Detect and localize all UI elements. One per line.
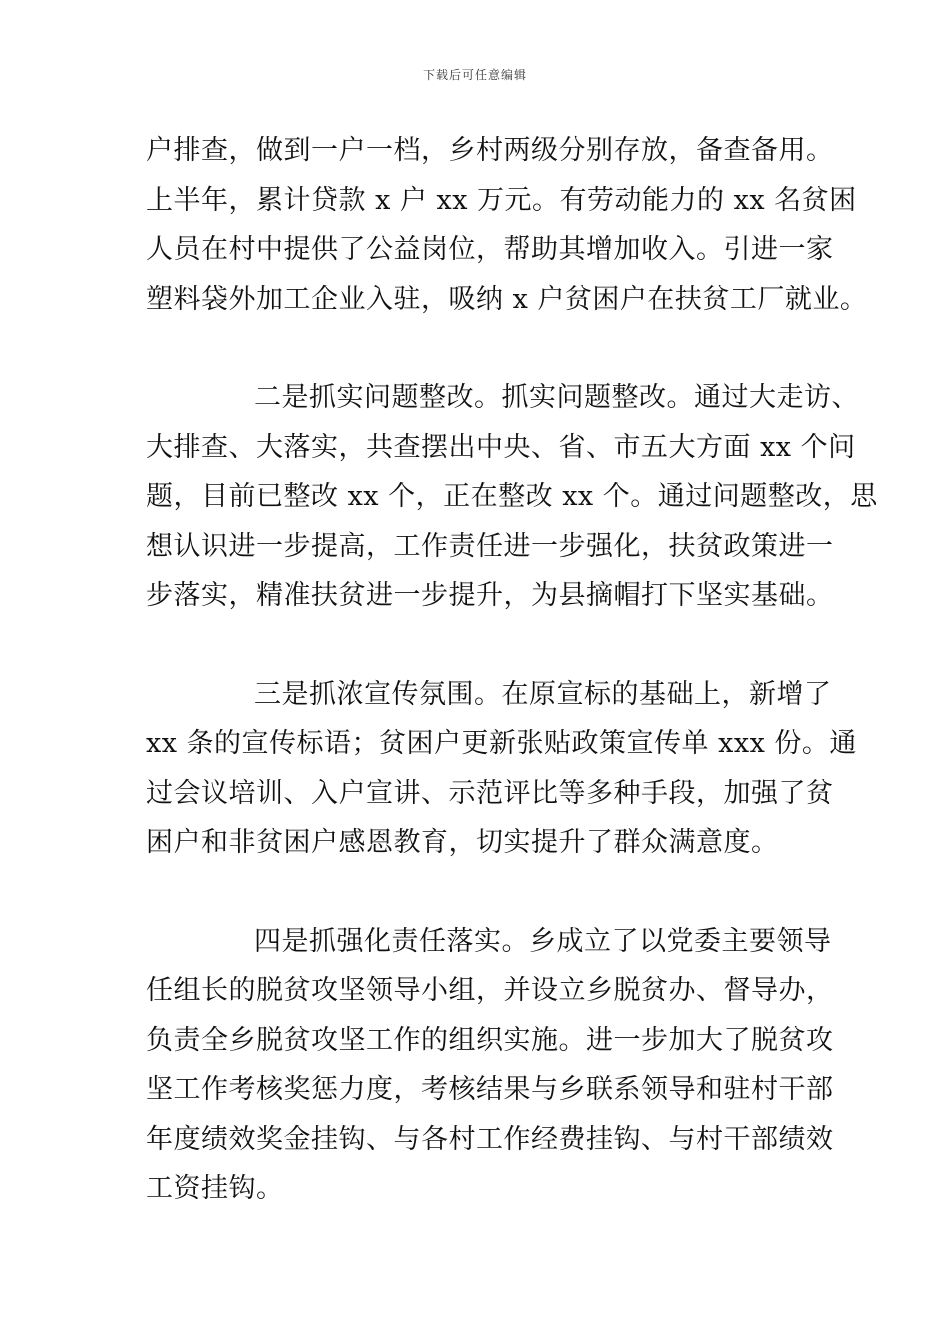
paragraph-line: 困户和非贫困户感恩教育，切实提升了群众满意度。	[146, 827, 779, 858]
paragraph-line: 负责全乡脱贫攻坚工作的组织实施。进一步加大了脱贫攻	[146, 1024, 834, 1056]
paragraph-line: 大排查、大落实，共查摆出中央、省、市五大方面 xx 个问	[146, 431, 856, 463]
paragraph-line: 三是抓浓宣传氛围。在原宣标的基础上，新增了	[254, 678, 832, 710]
paragraph-line: 工资挂钩。	[146, 1173, 284, 1204]
paragraph-1	[146, 126, 868, 324]
paragraph-line: 户排查，做到一户一档，乡村两级分别存放，备查备用。	[146, 135, 834, 166]
paragraph-line: 四是抓强化责任落实。乡成立了以党委主要领导	[254, 925, 832, 957]
paragraph-line: 想认识进一步提高，工作责任进一步强化，扶贫政策进一	[146, 530, 834, 562]
paragraph-4	[146, 917, 834, 1214]
document-body	[146, 126, 878, 1214]
paragraph-line: 任组长的脱贫攻坚领导小组，并设立乡脱贫办、督导办，	[146, 975, 834, 1006]
paragraph-2	[146, 373, 878, 621]
paragraph-line: 过会议培训、入户宣讲、示范评比等多种手段，加强了贫	[146, 777, 834, 809]
paragraph-3	[146, 670, 857, 868]
paragraph-line: 上半年，累计贷款 x 户 xx 万元。有劳动能力的 xx 名贫困	[146, 184, 857, 216]
paragraph-line: 塑料袋外加工企业入驻，吸纳 x 户贫困户在扶贫工厂就业。	[146, 283, 868, 315]
paragraph-line: 步落实，精准扶贫进一步提升，为县摘帽打下坚实基础。	[146, 580, 834, 611]
download-note: 下载后可任意编辑	[422, 68, 527, 82]
paragraph-line: 题，目前已整改 xx 个，正在整改 xx 个。通过问题整改，思	[146, 481, 878, 512]
paragraph-line: xx 条的宣传标语；贫困户更新张贴政策宣传单 xxx 份。通	[146, 728, 857, 759]
paragraph-line: 年度绩效奖金挂钩、与各村工作经费挂钩、与村干部绩效	[146, 1123, 834, 1155]
paragraph-line: 人员在村中提供了公益岗位，帮助其增加收入。引进一家	[146, 234, 834, 265]
paragraph-line: 坚工作考核奖惩力度，考核结果与乡联系领导和驻村干部	[146, 1074, 834, 1105]
paragraph-line: 二是抓实问题整改。抓实问题整改。通过大走访、	[254, 382, 859, 413]
